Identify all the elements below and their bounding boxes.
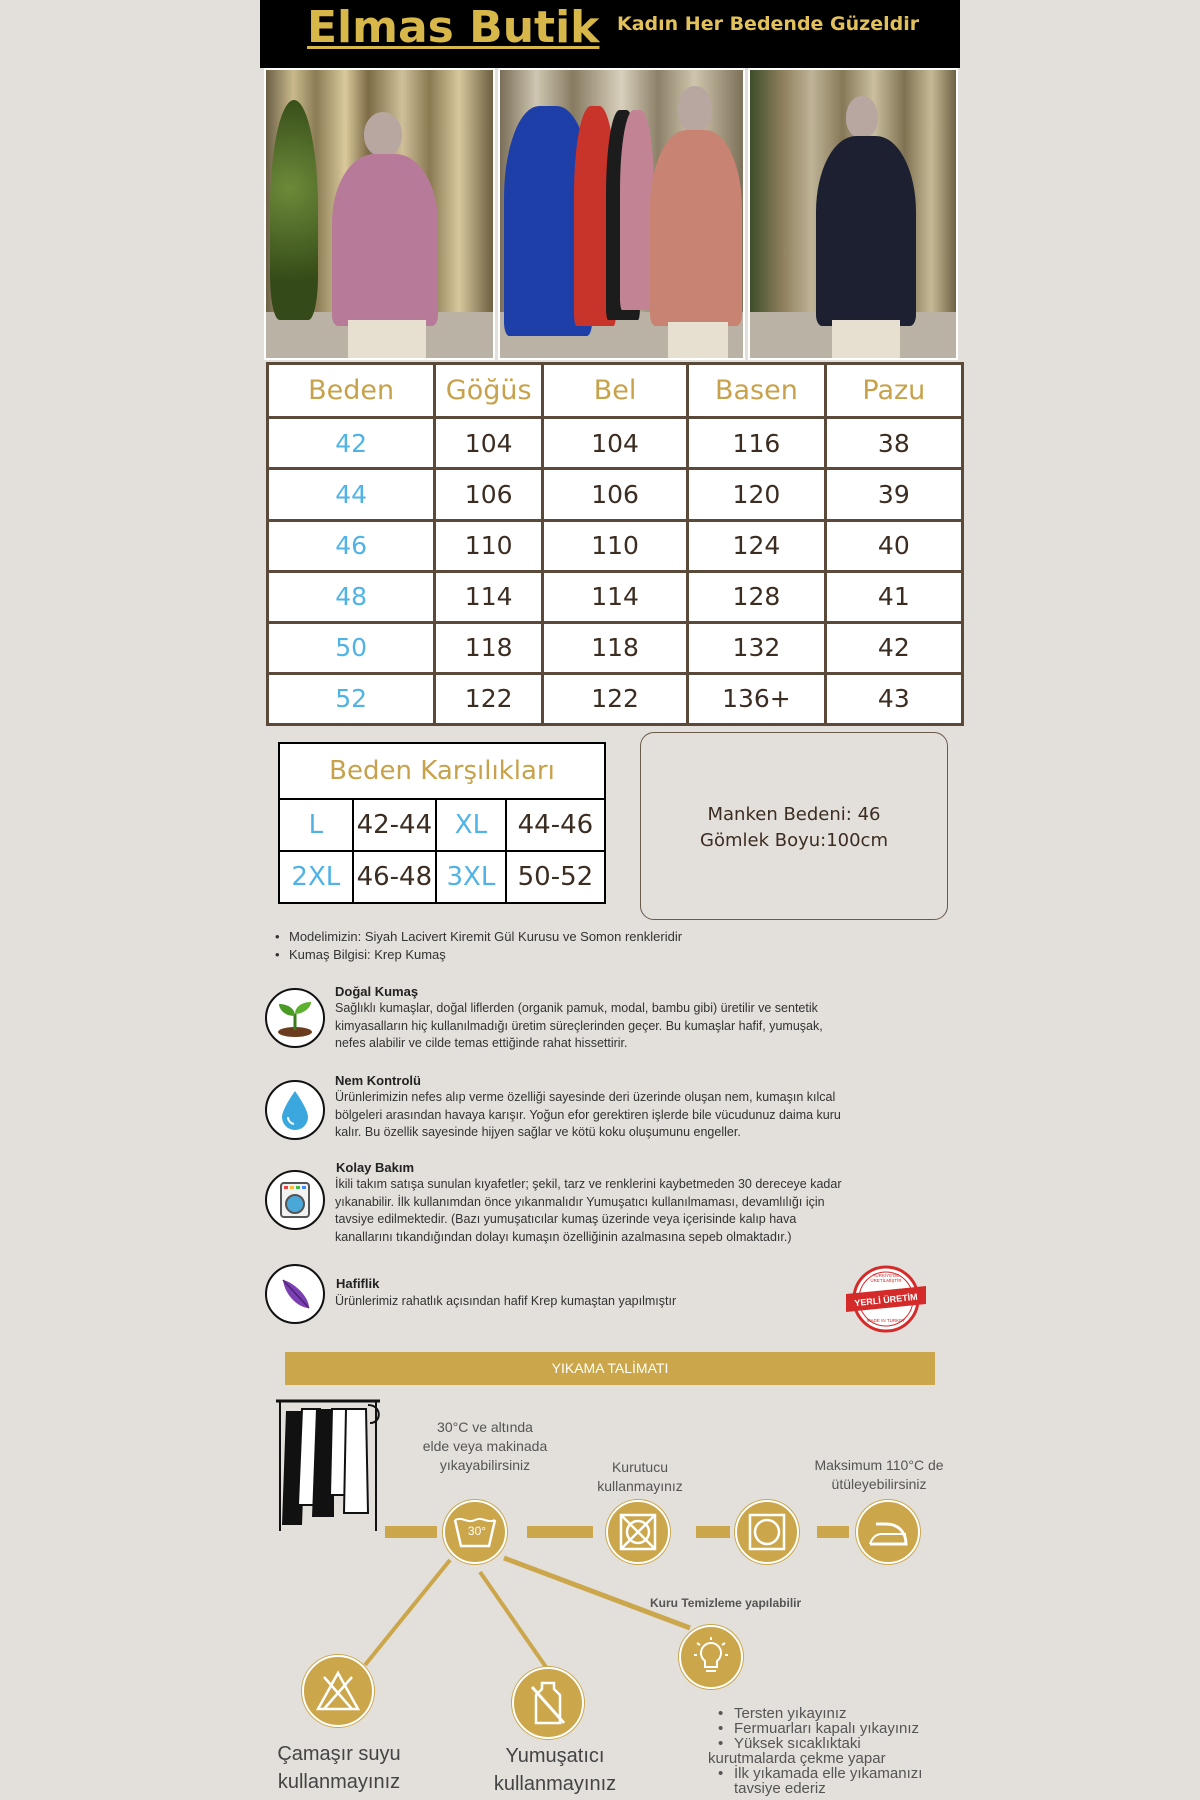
size-chart-header-basen: Basen [688,364,826,418]
waist-cell: 114 [543,571,688,622]
feature-line: yıkanabilir. İlk kullanımdan önce yıkanmalıdır Yumuşatıcı kullanılmaması, devamlılığı için [335,1194,825,1209]
feature-line: Ürünlerimiz rahatlık açısından hafif Krep kumaştan yapılmıştır [335,1294,677,1308]
wash30-note [390,1418,580,1475]
list-item: • Fermuarları kapalı yıkayınız [708,1721,922,1736]
chest-cell: 106 [435,469,543,520]
chest-cell: 110 [435,520,543,571]
iron-icon [856,1500,920,1564]
size-chart-header-bel: Bel [543,364,688,418]
waist-cell: 122 [543,673,688,724]
arm-cell: 42 [825,622,962,673]
feature-title: Nem Kontrolü [335,1073,421,1088]
no-softener-icon [512,1667,584,1739]
note-line: kullanmayınız [493,1773,617,1795]
feature-title: Doğal Kumaş [335,984,419,999]
size-range-cell: 44-46 [506,799,605,851]
size-cell: 50 [268,622,435,673]
chest-cell: 104 [435,418,543,469]
feature-line: kalır. Bu özellik sayesinde hijyen sağlar ve kötü koku oluşumunu engeller. [335,1125,741,1139]
brand-tagline: Kadın Her Bedende Güzeldir [617,13,920,35]
feature-title: Kolay Bakım [336,1160,415,1175]
shirt-length: Gömlek Boyu:100cm [700,830,888,851]
size-label-cell: 2XL [279,851,353,903]
list-item: • Tersten yıkayınız [708,1706,922,1721]
wash-temperature: 30° [467,1524,487,1538]
arm-cell: 40 [825,520,962,571]
arm-cell: 43 [825,673,962,724]
feature-line: nefes alabilir ve cilde temas ettiğinde rahat hissettirir. [335,1036,628,1050]
size-cell: 44 [268,469,435,520]
note-line: Kurutucu [611,1459,669,1475]
size-cell: 52 [268,673,435,724]
model-size: Manken Bedeni: 46 [707,804,881,825]
tumble-dry-icon [735,1500,799,1564]
waist-cell: 106 [543,469,688,520]
note-line: Maksimum 110°C de [814,1457,944,1473]
brand-logo[interactable]: Elmas Butik [307,2,600,53]
feature-line: kimyasalların hiç kullanılmadığı üretim süreçlerinden geçer. Bu kumaşlar hafif, yumuşak, [335,1018,823,1033]
hip-cell: 136+ [688,673,826,724]
arm-cell: 41 [825,571,962,622]
feature-line: Sağlıklı kumaşlar, doğal liflerden (organik pamuk, modal, bambu gibi) üretilir ve sentetik [335,1001,818,1015]
list-item: • Modelimizin: Siyah Lacivert Kiremit Gül Kurusu ve Somon renkleridir [275,928,682,946]
note-line: Yumuşatıcı [505,1745,605,1767]
feature-line: Ürünlerimizin nefes alıp verme özelliği sayesinde deri üzerinde oluşan nem, kumaşın kılcal [335,1090,836,1104]
dryclean-note: Kuru Temizleme yapılabilir [650,1596,802,1610]
dryer-note [570,1458,710,1496]
badge-top-text: TÜRKİYE'DE ÜRETİLMİŞTİR [870,1273,902,1283]
wash-30-icon [443,1500,507,1564]
feature-line: tavsiye edilmektedir. (Bazı yumuşatıcılar kumaş üzerinde veya içerisinde kalıp hava [335,1212,797,1226]
note-line: kullanmayınız [277,1771,401,1793]
badge-main-text: YERLİ ÜRETİM [853,1291,919,1309]
note-line: elde veya makinada [422,1438,548,1454]
size-equivalents-title: Beden Karşılıkları [279,743,605,799]
size-chart-header-pazu: Pazu [825,364,962,418]
note-line: 30°C ve altında [437,1419,533,1435]
list-item: • Kumaş Bilgisi: Krep Kumaş [275,946,682,964]
list-item: tavsiye ederiz [734,1780,826,1797]
note-line: kullanmayınız [597,1478,683,1494]
feature-title: Hafiflik [336,1276,380,1291]
no-bleach-icon [302,1655,374,1727]
feature-line: bölgeleri arasından havaya karışır. Yoğun efor gerektiren işlerde bile vücudunuz daima kuru [335,1107,841,1122]
list-item: • Yüksek sıcaklıktaki [708,1736,922,1751]
note-line: yıkayabilirsiniz [439,1457,531,1473]
chest-cell: 114 [435,571,543,622]
waist-cell: 118 [543,622,688,673]
size-label-cell: L [279,799,353,851]
hip-cell: 128 [688,571,826,622]
size-label-cell: 3XL [436,851,506,903]
hip-cell: 120 [688,469,826,520]
note-line: ütüleyebilirsiniz [831,1476,927,1492]
arm-cell: 38 [825,418,962,469]
size-label-cell: XL [436,799,506,851]
size-range-cell: 50-52 [506,851,605,903]
care-tips-list [708,1706,922,1796]
badge-bottom-text: MADE IN TURKEY [866,1318,906,1323]
note-line: Çamaşır suyu [277,1743,401,1765]
hip-cell: 132 [688,622,826,673]
size-range-cell: 42-44 [353,799,436,851]
feature-line: İkili takım satışa sunulan kıyafetler; şekil, tarz ve renklerini kaybetmeden 30 dereceye kadar [335,1177,842,1191]
feature-line: kanallarını tıkandığından dolayı kumaşın özelliğinin azalmasına sepeb olmaktadır.) [335,1229,792,1244]
iron-note [804,1456,954,1494]
list-item: kurutmalarda çekme yapar [708,1750,886,1767]
wash-instructions-banner: YIKAMA TALİMATI [285,1352,935,1385]
softener-note [470,1742,640,1798]
hip-cell: 124 [688,520,826,571]
size-chart-header-beden: Beden [268,364,435,418]
bleach-note [254,1740,424,1796]
arm-cell: 39 [825,469,962,520]
chest-cell: 118 [435,622,543,673]
size-cell: 48 [268,571,435,622]
chest-cell: 122 [435,673,543,724]
size-cell: 46 [268,520,435,571]
no-tumble-dry-icon [606,1500,670,1564]
waist-cell: 110 [543,520,688,571]
size-range-cell: 46-48 [353,851,436,903]
waist-cell: 104 [543,418,688,469]
size-chart-header-gogus: Göğüs [435,364,543,418]
lightbulb-icon [679,1625,743,1689]
size-cell: 42 [268,418,435,469]
list-item: • İlk yıkamada elle yıkamanızı [708,1766,922,1781]
hip-cell: 116 [688,418,826,469]
